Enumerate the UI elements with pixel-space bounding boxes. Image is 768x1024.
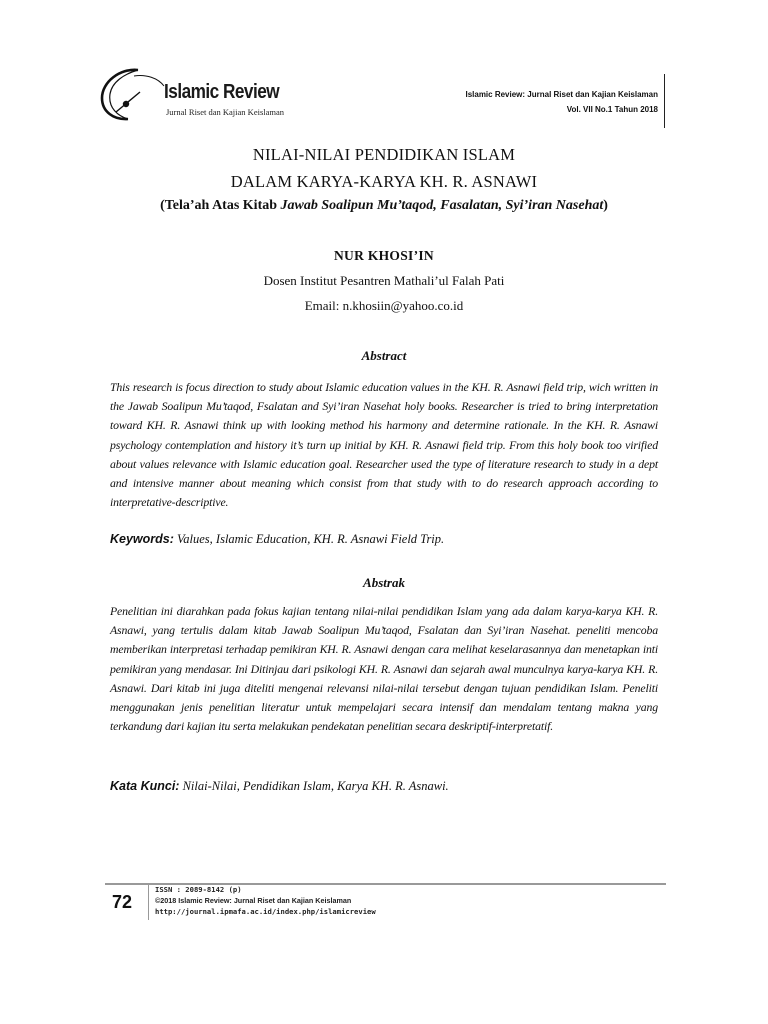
keywords-label: Keywords: — [110, 532, 174, 546]
article-title-line2: DALAM KARYA-KARYA KH. R. ASNAWI — [230, 172, 538, 191]
journal-header — [465, 87, 658, 117]
volume-info: Vol. VII No.1 Tahun 2018 — [566, 105, 658, 114]
article-subtitle — [0, 198, 768, 214]
journal-name: Islamic Review: Jurnal Riset dan Kajian Keislaman — [465, 90, 658, 99]
keywords — [110, 532, 670, 547]
journal-logo — [98, 64, 308, 126]
kata-kunci-values: Nilai-Nilai, Pendidikan Islam, Karya KH. R. Asnawi. — [179, 779, 449, 793]
author-email: Email: n.khosiin@yahoo.co.id — [304, 298, 464, 313]
kata-kunci — [110, 779, 670, 794]
abstract-text: This research is focus direction to study about Islamic education values in the KH. R. Asnawi field trip, wich written in the Jawab Soalipun Mu’taqod, Fsalatan and Syi’iran Nasehat holy books. Researcher is tried to bring interpretation toward KH. R. Asnawi think up with looking method his harmony and determine rationale. In the KH. R. Asnawi psychology contemplation and history it’s turn up initial by KH. R. Asnawi field trip. From this holy book too virified about values relevance with Islamic education goal. Researcher used the type of literature research to study in a dept and intensive manner about meaning which consist from that study with to do research approach according to interpretative-descriptive. — [110, 380, 658, 510]
keywords-values: Values, Islamic Education, KH. R. Asnawi Field Trip. — [173, 532, 445, 546]
author-affiliation: Dosen Institut Pesantren Mathali’ul Falah Pati — [263, 273, 505, 288]
logo-title: Islamic Review — [164, 81, 280, 103]
author-name: NUR KHOSI’IN — [334, 248, 434, 263]
subtitle-book-titles: Jawab Soalipun Mu’taqod, Fasalatan, Syi’iran Nasehat — [280, 198, 604, 213]
footer-url[interactable]: http://journal.ipmafa.ac.id/index.php/islamicreview — [155, 907, 376, 916]
subtitle-prefix: (Tela’ah Atas Kitab — [160, 198, 281, 213]
kata-kunci-label: Kata Kunci: — [110, 779, 180, 793]
abstrak-text: Penelitian ini diarahkan pada fokus kajian tentang nilai-nilai pendidikan Islam yang ada dalam karya-karya KH. R. Asnawi, yang tertulis dalam kitab Jawab Soalipun Mu’taqod, Fsalatan dan Syi’iran Nasehat. peneliti mencoba memberikan interpretasi terhadap pemikiran KH. R. Asnawi dengan cara melihat keselarasannya dan menetapkan inti pemikiran yang mendasar. Ini Ditinjau dari psikologi KH. R. Asnawi dan sejarah awal munculnya karya-karya KH. R. Asnawi. Dari kitab ini juga diteliti mengenai relevansi nilai-nilai tersebut dengan tujuan pendidikan Islam. Peneliti menggunakan jenis penelitian literatur untuk mempelajari secara intensif dan mendalam tentang makna yang terkandung dari kajian itu serta melakukan pendekatan penelitian secara deskriptif-interpretatif. — [110, 604, 658, 734]
logo-subtitle: Jurnal Riset dan Kajian Keislaman — [166, 107, 285, 117]
abstrak-heading: Abstrak — [363, 575, 405, 590]
subtitle-suffix: ) — [603, 198, 608, 213]
header-divider — [664, 74, 665, 128]
abstract-heading: Abstract — [361, 348, 407, 363]
article-title-line1: NILAI-NILAI PENDIDIKAN ISLAM — [252, 145, 516, 164]
footer-issn: ISSN : 2089-8142 (p) — [155, 885, 242, 894]
footer-info — [155, 884, 376, 917]
footer-vertical-divider — [148, 884, 149, 920]
footer-copyright: ©2018 Islamic Review: Jurnal Riset dan Kajian Keislaman — [155, 896, 352, 905]
page-number: 72 — [112, 892, 133, 912]
